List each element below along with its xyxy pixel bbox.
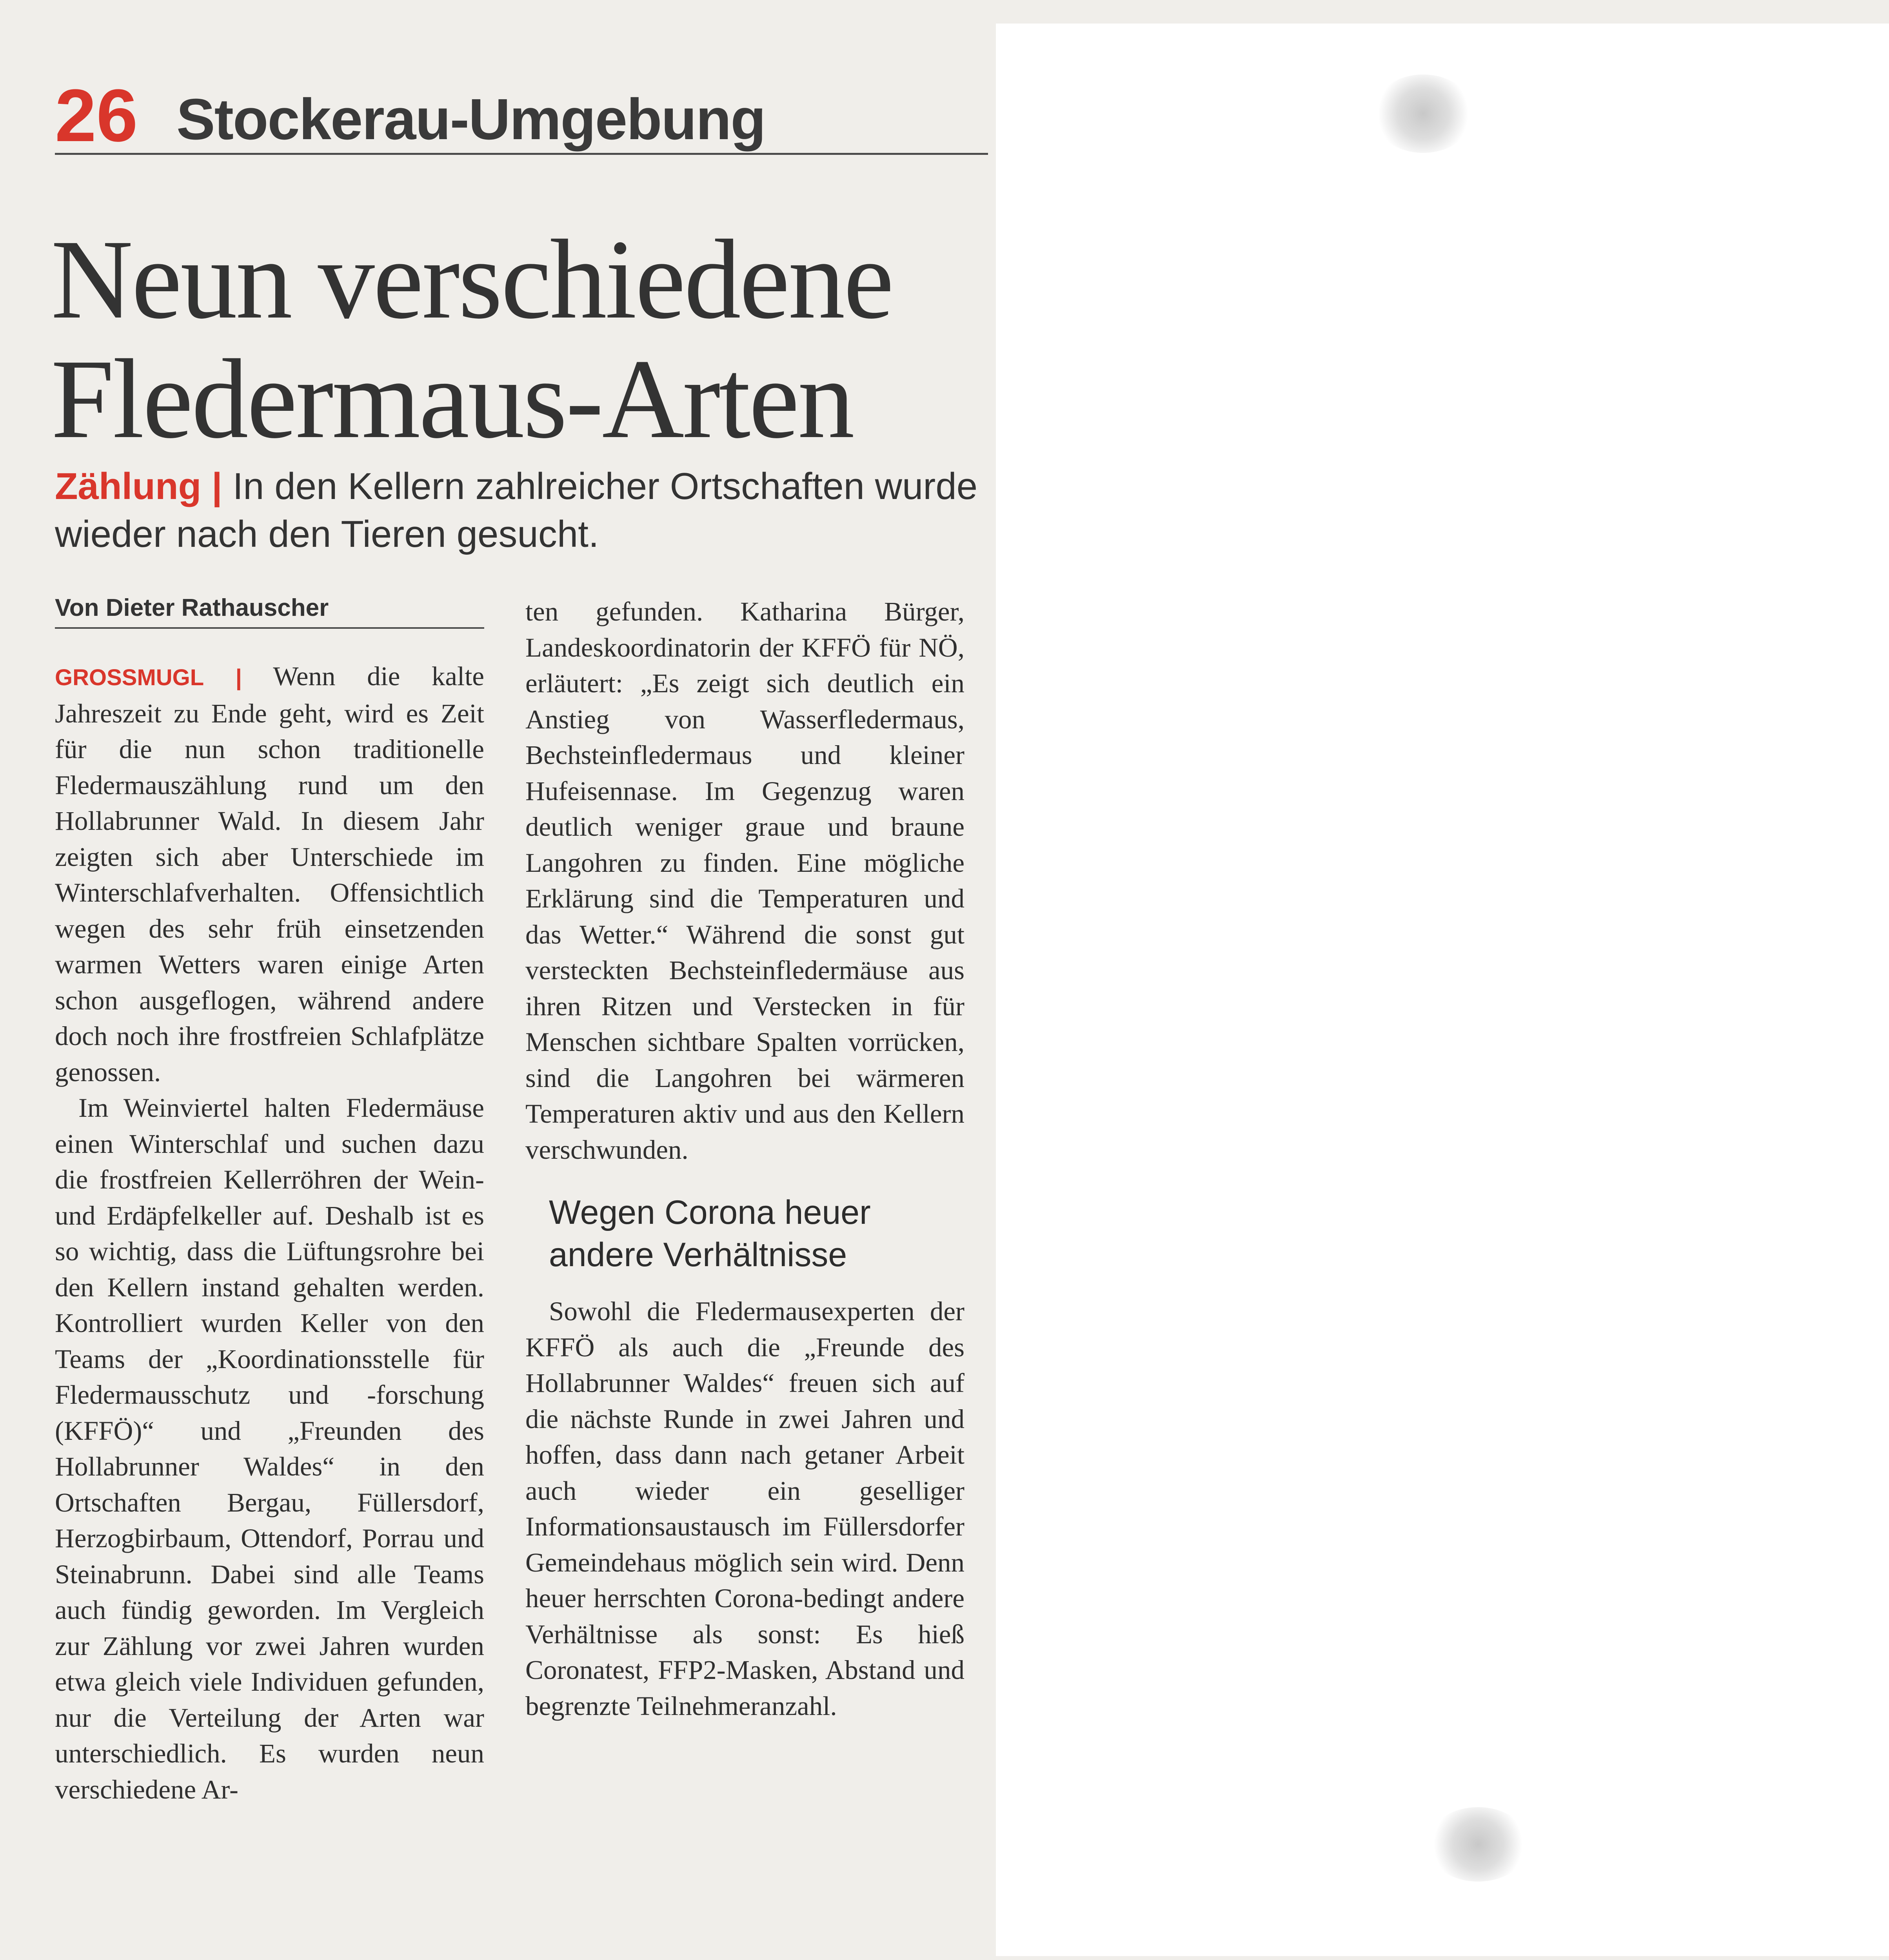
- article-column-right: [525, 594, 964, 1724]
- paragraph-2-continued: ten gefunden. Katharina Bürger, Landeskoordinatorin der KFFÖ für NÖ, erläutert: „Es zeigt sich deutlich ein Anstieg von Wasserfledermaus, Bechsteinfledermaus und kleiner Hufeisennase. Im Gegenzug waren deutlich weniger graue und braune Langohren zu finden. Eine mögliche Erklärung sind die Temperaturen und das Wetter.“ Während die sonst gut versteckten Bechsteinfledermäuse aus ihren Ritzen und Verstecken in für Menschen sichtbare Spalten vorrücken, sind die Langohren bei wärmeren Temperaturen aktiv und aus den Kellern verschwunden.: [525, 597, 964, 1165]
- article-headline: [51, 216, 1000, 462]
- section-title: Stockerau-Umgebung: [176, 87, 765, 152]
- page-header: [55, 74, 988, 157]
- dateline: GROSSMUGL: [55, 665, 204, 690]
- page-number: 26: [55, 74, 138, 157]
- paragraph-2-start: Im Weinviertel halten Fledermäuse einen Winterschlaf und suchen dazu die frostfreien Kellerröhren der Wein- und Erdäpfelkeller auf. Deshalb ist es so wichtig, dass die Lüftungsrohre bei den Kellern instand gehalten werden. Kontrolliert wurden Keller von den Teams der „Koordinationsstelle für Fledermausschutz und -forschung (KFFÖ)“ und „Freunden des Hollabrunner Waldes“ in den Ortschaften Bergau, Füllersdorf, Herzogbirbaum, Ottendorf, Porrau und Steinabrunn. Dabei sind alle Teams auch fündig geworden. Im Vergleich zur Zählung vor zwei Jahren wurden etwa gleich viele Individuen gefunden, nur die Verteilung der Arten war unterschiedlich. Es wurden neun verschiedene Ar-: [55, 1093, 484, 1804]
- paragraph-1: [55, 659, 484, 1090]
- kicker-separator: |: [211, 465, 222, 507]
- article-column-left: [55, 659, 484, 1808]
- kicker: Zählung: [55, 465, 202, 507]
- print-smudge: [1427, 1807, 1529, 1882]
- interhead: Wegen Corona heuer andere Verhältnisse: [549, 1194, 871, 1274]
- print-smudge: [1372, 74, 1474, 153]
- headline-line-1: Neun verschiedene: [51, 216, 893, 342]
- paragraph-1-text: Wenn die kalte Jahreszeit zu Ende geht, wird es Zeit für die nun schon traditionelle Fledermauszählung rund um den Hollabrunner Wald. In diesem Jahr zeigten sich aber Unterschiede im Winterschlafverhalten. Offensichtlich wegen des sehr früh einsetzenden warmen Wetters waren einige Arten schon ausgeflogen, während andere doch noch ihre frostfreien Schlafplätze genossen.: [55, 661, 484, 1087]
- subhead-text: In den Kellern zahlreicher Ortschaften wurde wieder nach den Tieren gesucht.: [55, 465, 978, 555]
- byline: Von Dieter Rathauscher: [55, 594, 484, 629]
- headline-line-2: Fledermaus-Arten: [51, 336, 853, 462]
- dateline-separator: |: [235, 665, 242, 690]
- blanked-ad-panel: [996, 24, 1889, 1956]
- paragraph-3: Sowohl die Fledermausexperten der KFFÖ als auch die „Freunde des Hollabrunner Waldes“ freuen sich auf die nächste Runde in zwei Jahren und hoffen, dass dann nach getaner Arbeit auch wieder ein geselliger Informationsaustausch im Füllersdorfer Gemeindehaus möglich sein wird. Denn heuer herrschten Corona-bedingt andere Verhältnisse als sonst: Es hieß Coronatest, FFP2-Masken, Abstand und begrenzte Teilnehmeranzahl.: [525, 1296, 964, 1721]
- article-subhead: [55, 463, 996, 558]
